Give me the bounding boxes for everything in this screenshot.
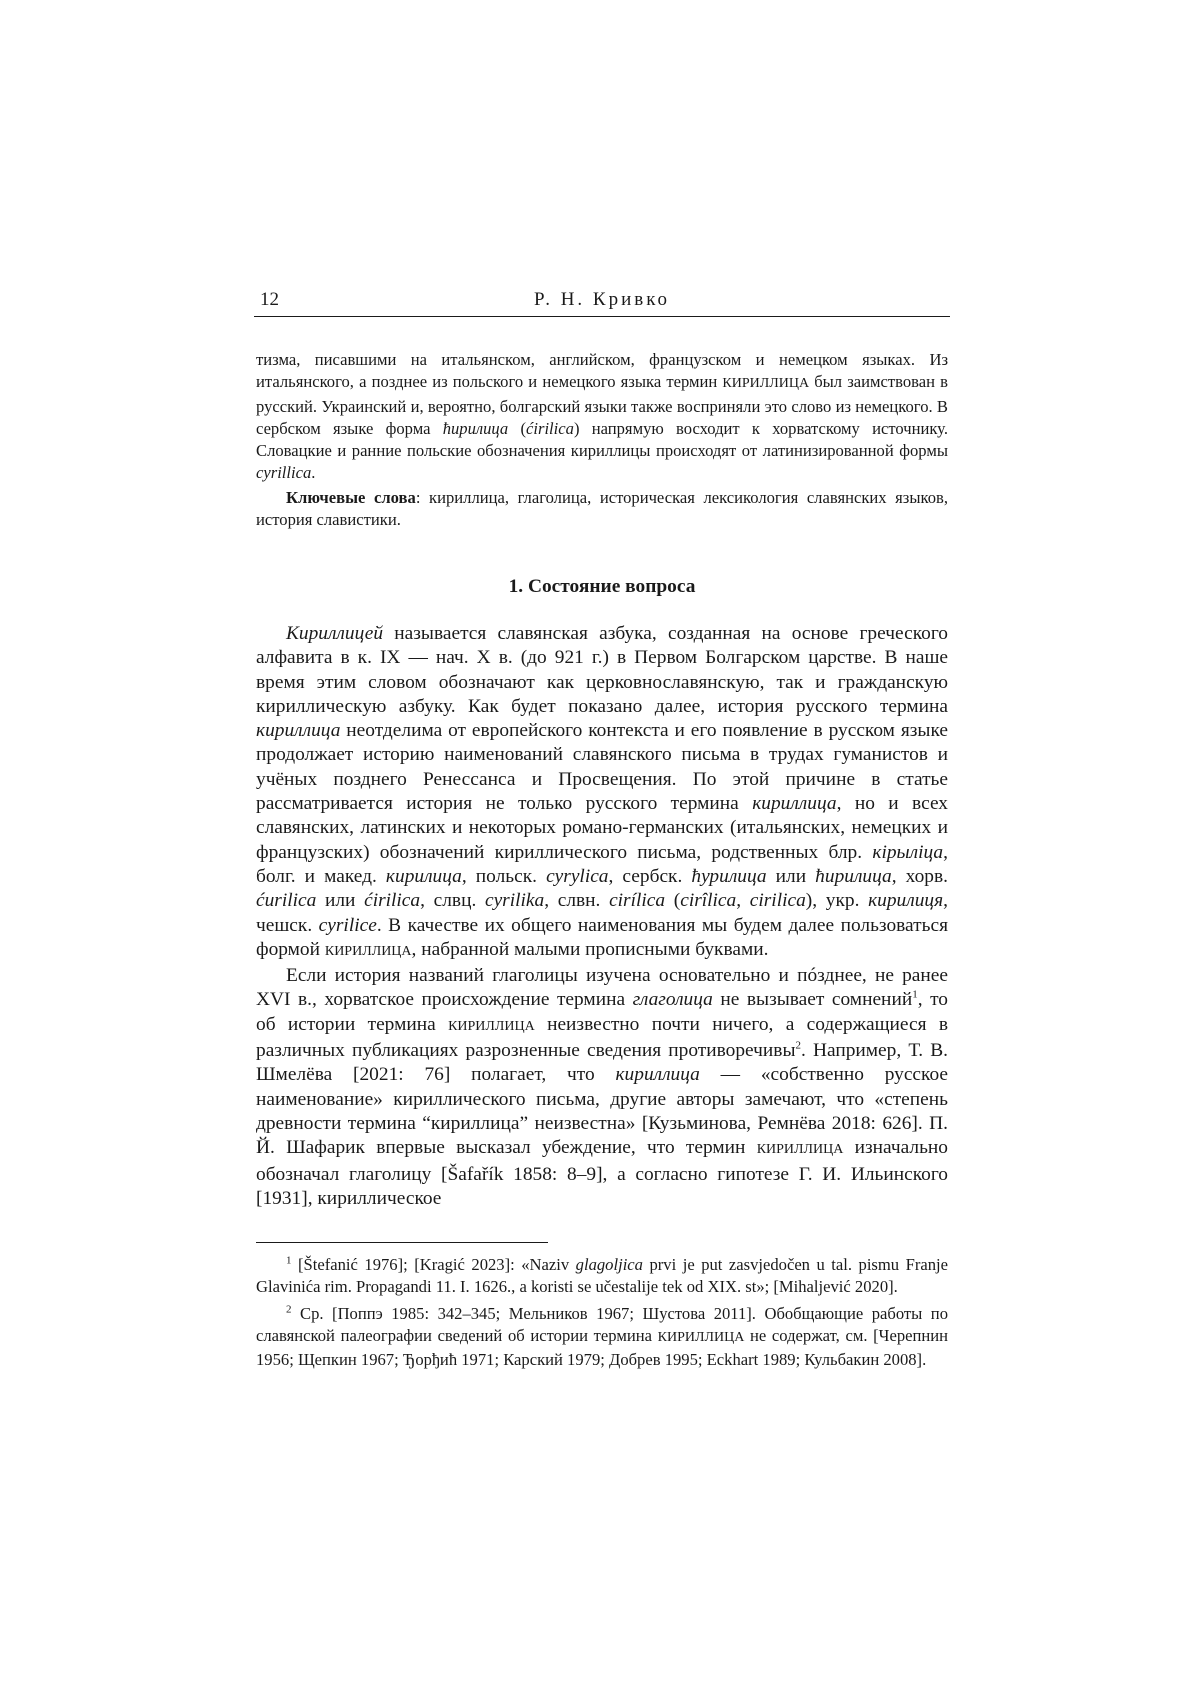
keywords: Ключевые слова: кириллица, глаголица, историческая лексикология славянских языков, история славистики. <box>256 488 948 530</box>
abstract-text: тизма, писавшими на итальянском, английском, французском и немецком языках. Из итальянского, а позднее из польского и немецкого языка термин КИРИЛЛИЦА был заимствован в русский. Украинский и, вероятно, болгарский языки также восприняли это слово из немецкого. В сербском языке форма ћирилица (ćirilica) напрямую восходит к хорватскому источнику. Словацкие и ранние польские обозначения кириллицы происходят от латинизированной формы cyrillica. <box>256 350 948 483</box>
main-text <box>256 622 948 1211</box>
paragraph-1: Кириллицей называется славянская азбука, созданная на основе греческого алфавита в к. IX — нач. X в. (до 921 г.) в Первом Болгарском царстве. В наше время этим словом обозначают как церковнославянскую, так и гражданскую кириллическую азбуку. Как будет показано далее, история русского термина кириллица неотделима от европейского контекста и его появление в русском языке продолжает историю наименований славянского письма в трудах гуманистов и учёных позднего Ренессанса и Просвещения. По этой причине в статье рассматривается история не только русского термина кириллица, но и всех славянских, латинских и некоторых романо-германских (итальянских, немецких и французских) обозначений кириллического письма, родственных блр. кірыліца, болг. и макед. кирилица, польск. cyrylica, сербск. ћурилица или ћирилица, хорв. ćurilica или ćirilica, слвц. cyrilika, слвн. cirílica (cirîlica, cirilica), укр. кирилиця, чешск. cyrilice. В качестве их общего наименования мы будем далее пользоваться формой КИРИЛЛИЦА, набранной малыми прописными буквами. <box>256 623 948 960</box>
page-number: 12 <box>260 289 279 310</box>
running-head-author: Р. Н. Кривко <box>534 289 670 310</box>
footnote-ref-2[interactable]: 2 <box>795 1039 801 1052</box>
footnote-ref-1[interactable]: 1 <box>912 988 918 1001</box>
footnote-2: $^2$ Ср. [Поппэ 1985: 342–345; Мельников 1967; Шустова 2011]. Обобщающие работы по славянской палеографии сведений об истории термина КИРИЛЛИЦА не содержат, см. [Черепнин 1956; Щепкин 1967; Ђорђић 1971; Карский 1979; Добрев 1995; Eckhart 1989; Кульбакин 2008]. <box>256 1303 948 1370</box>
footnote-1: $^1$ [Štefanić 1976]; [Kragić 2023]: «Naziv glagoljica prvi je put zasvjedočen u tal. pismu Franje Glavinića rim. Propagandi 11. I. 1626., a koristi se učestalije tek od XIX. st»; [Mihaljević 2020]. <box>256 1254 948 1297</box>
running-header <box>254 283 950 317</box>
keywords-label: Ключевые слова <box>286 488 416 507</box>
paragraph-2: Если история названий глаголицы изучена основательно и пóзднее, не ранее XVI в., хорватское происхождение термина глаголица не вызывает сомнений$^1$, то об истории термина КИРИЛЛИЦА неизвестно почти ничего, а содержащиеся в различных публикациях разрозненные сведения противоречивы$^2$. Например, Т. В. Шмелёва [2021: 76] полагает, что кириллица — «собственно русское наименование» кириллического письма, другие авторы замечают, что «степень древности термина “кириллица” неизвестна» [Кузьминова, Ремнёва 2018: 626]. П. Й. Шафарик впервые высказал убеждение, что термин КИРИЛЛИЦА изначально обозначал глаголицу [Šafařík 1858: 8–9], а согласно гипотезе Г. И. Ильинского [1931], кириллическое <box>256 965 949 1209</box>
section-heading: 1. Состояние вопроса <box>508 576 696 597</box>
footnotes <box>256 1254 948 1375</box>
footnote-divider <box>256 1242 548 1243</box>
